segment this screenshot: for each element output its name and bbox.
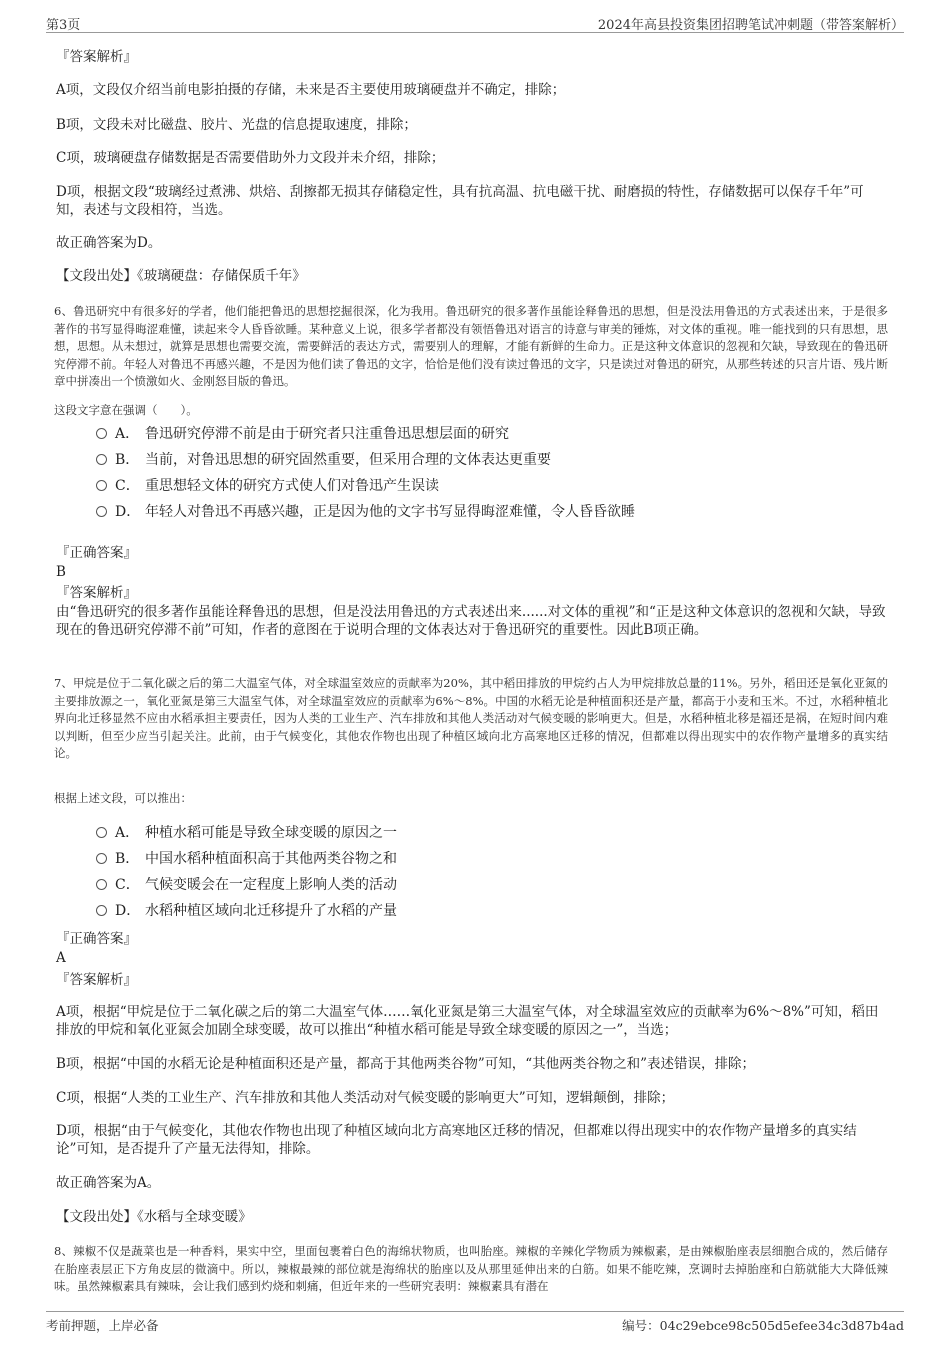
q7-analysis-label: 『答案解析』 [56,972,137,988]
q5-analysis-d: D项，根据文段“玻璃经过煮沸、烘焙、刮擦都无损其存储稳定性，具有抗高温、抗电磁干扰、耐磨损的特性，存储数据可以保存千年”可知，表述与文段相符，当选。 [56,184,864,218]
q7-stem: 7、甲烷是位于二氧化碳之后的第二大温室气体，对全球温室效应的贡献率为20%，其中稻田排放的甲烷约占人为甲烷排放总量的11%。另外，稻田还是氧化亚氮的主要排放源之一，氧化亚氮是第三大温室气体，对全球温室效应的贡献率为6%～8%。中国的水稻无论是种植面积还是产量，都高于小麦和玉米。不过，水稻种植北界向北迁移显然不应由水稻承担主要责任，因为人类的工业生产、汽车排放和其他人类活动对气候变暖的影响更大。但是，水稻种植北移是福还是祸，在短时间内难以判断，但至少应当引起关注。此前，由于气候变化，其他农作物也出现了种植区域向北方高寒地区迁移的情况，但都难以得出现实中的农作物产量增多的真实结论。 [54,676,888,760]
q6-question: 这段文字意在强调（ ）。 [54,403,198,417]
q6-option-b[interactable]: B． 当前，对鲁迅思想的研究固然重要，但采用合理的文体表达更重要 [96,451,551,469]
q8-stem: 8、辣椒不仅是蔬菜也是一种香料，果实中空，里面包裹着白色的海绵状物质，也叫胎座。辣椒的辛辣化学物质为辣椒素，是由辣椒胎座表层细胞合成的，然后储存在胎座表层正下方角皮层的微滴中。所以，辣椒最辣的部位就是海绵状的胎座以及从那里延伸出来的白筋。如果不能吃辣，烹调时去掉胎座和白筋就能大大降低辣味。虽然辣椒素具有辣味，会让我们感到灼烧和刺痛，但近年来的一些研究表明：辣椒素具有潜在 [54,1244,888,1293]
radio-icon[interactable] [96,454,107,465]
q5-analysis-c: C项，玻璃硬盘存储数据是否需要借助外力文段并未介绍，排除； [56,150,445,166]
radio-icon[interactable] [96,506,107,517]
page-header [46,12,904,33]
q6-stem: 6、鲁迅研究中有很多好的学者，他们能把鲁迅的思想挖掘很深，化为我用。鲁迅研究的很多著作虽能诠释鲁迅的思想，但是没法用鲁迅的方式表述出来，于是很多著作的书写显得晦涩难懂，读起来令人昏昏欲睡。某种意义上说，很多学者都没有领悟鲁迅对语言的诗意与审美的锤炼，对文体的重视。唯一能找到的只有思想，思想，思想。从未想过，就算是思想也需要交流，需要鲜活的表达方式，需要别人的理解，才能有新鲜的生命力。正是这种文体意识的忽视和欠缺，导致现在的鲁迅研究停滞不前。年轻人对鲁迅不再感兴趣，不是因为他们读了鲁迅的文字，恰恰是他们没有读过鲁迅的文字，只是读过对鲁迅的研究，从那些转述的只言片语、残片断章中拼凑出一个愤激如火、金刚怒目版的鲁迅。 [54,304,888,388]
radio-icon[interactable] [96,480,107,491]
document-code: 编号：04c29ebce98c505d5efee34c3d87b4ad [622,1318,904,1333]
q7-answer: A [56,950,66,966]
q7-option-c[interactable]: C． 气候变暖会在一定程度上影响人类的活动 [96,876,397,894]
radio-icon[interactable] [96,853,107,864]
radio-icon[interactable] [96,428,107,439]
q7-analysis-d: D项，根据“由于气候变化，其他农作物也出现了种植区域向北方高寒地区迁移的情况，但都难以得出现实中的农作物产量增多的真实结论”可知，是否提升了产量无法得知，排除。 [56,1123,857,1157]
q7-analysis-b: B项，根据“中国的水稻无论是种植面积还是产量，都高于其他两类谷物”可知，“其他两类谷物之和”表述错误，排除； [56,1056,756,1072]
q7-option-a[interactable]: A． 种植水稻可能是导致全球变暖的原因之一 [96,824,397,842]
q7-option-d[interactable]: D． 水稻种植区域向北迁移提升了水稻的产量 [96,902,397,920]
q5-analysis-b: B项，文段未对比磁盘、胶片、光盘的信息提取速度，排除； [56,117,417,133]
q7-answer-label: 『正确答案』 [56,931,137,947]
q7-question: 根据上述文段，可以推出： [54,791,192,805]
footer-slogan: 考前押题，上岸必备 [46,1318,159,1333]
q6-analysis: 由“鲁迅研究的很多著作虽能诠释鲁迅的思想，但是没法用鲁迅的方式表述出来......对文体的重视”和“正是这种文体意识的忽视和欠缺，导致现在的鲁迅研究停滞不前”可知，作者的意图在于说明合理的文体表达对于鲁迅研究的重要性。因此B项正确。 [56,604,886,638]
q7-option-b[interactable]: B． 中国水稻种植面积高于其他两类谷物之和 [96,850,397,868]
q7-conclusion: 故正确答案为A。 [56,1175,161,1191]
q5-conclusion: 故正确答案为D。 [56,235,162,251]
document-title: 2024年高县投资集团招聘笔试冲刺题（带答案解析） [597,18,904,33]
page-number: 第3页 [46,18,81,33]
q6-option-c[interactable]: C． 重思想轻文体的研究方式使人们对鲁迅产生误读 [96,477,439,495]
radio-icon[interactable] [96,827,107,838]
q7-analysis-c: C项，根据“人类的工业生产、汽车排放和其他人类活动对气候变暖的影响更大”可知，逻辑颠倒，排除； [56,1090,675,1106]
q5-source: 【文段出处】《玻璃硬盘：存储保质千年》 [56,268,306,284]
q7-source: 【文段出处】《水稻与全球变暖》 [56,1209,252,1225]
q5-analysis-label: 『答案解析』 [56,49,137,65]
q6-answer-label: 『正确答案』 [56,545,137,561]
q6-analysis-label: 『答案解析』 [56,585,137,601]
q6-option-d[interactable]: D． 年轻人对鲁迅不再感兴趣，正是因为他的文字书写显得晦涩难懂，令人昏昏欲睡 [96,503,635,521]
q5-analysis-a: A项，文段仅介绍当前电影拍摄的存储，未来是否主要使用玻璃硬盘并不确定，排除； [56,82,566,98]
page-footer [46,1311,904,1334]
q6-option-a[interactable]: A． 鲁迅研究停滞不前是由于研究者只注重鲁迅思想层面的研究 [96,425,509,443]
radio-icon[interactable] [96,879,107,890]
q6-answer: B [56,564,66,580]
q7-analysis-a: A项，根据“甲烷是位于二氧化碳之后的第二大温室气体……氧化亚氮是第三大温室气体，对全球温室效应的贡献率为6%～8%”可知，稻田排放的甲烷和氧化亚氮会加剧全球变暖，故可以推出“种植水稻可能是导致全球变暖的原因之一”，当选； [56,1004,879,1038]
radio-icon[interactable] [96,905,107,916]
